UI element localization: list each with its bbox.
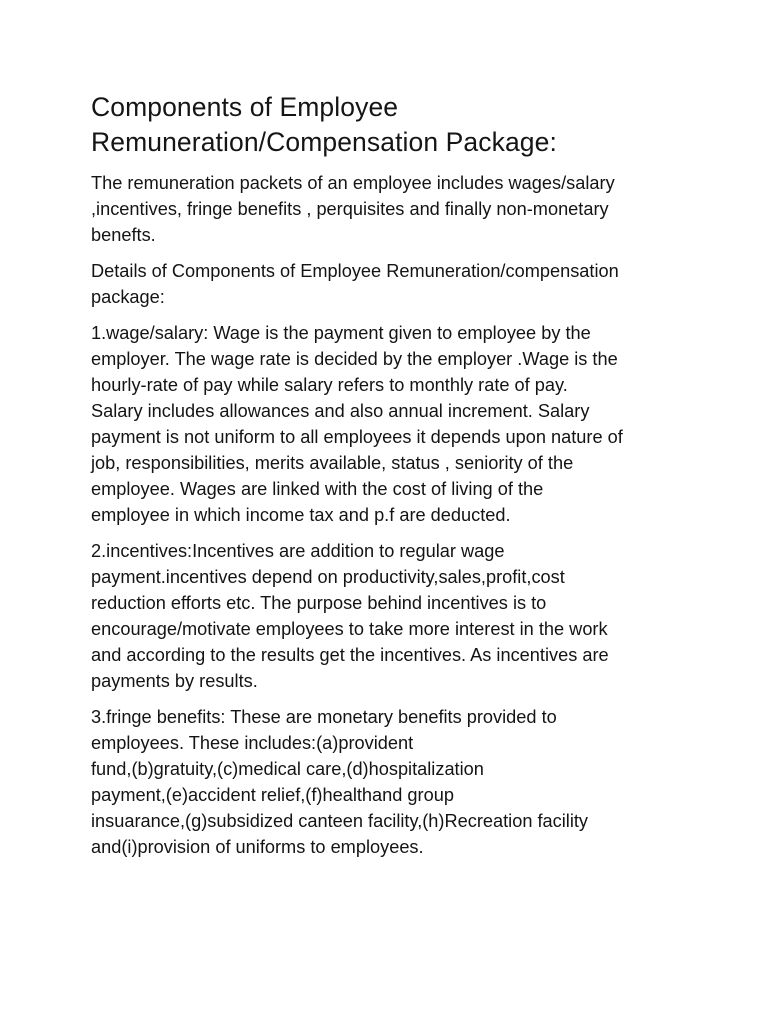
- text-line: and(i)provision of uniforms to employees.: [91, 837, 424, 857]
- text-line: encourage/motivate employees to take more interest in the work: [91, 619, 608, 639]
- incentives-paragraph: [91, 538, 691, 694]
- wage-salary-paragraph: [91, 320, 691, 528]
- text-line: employer. The wage rate is decided by the employer .Wage is the: [91, 349, 618, 369]
- text-line: package:: [91, 287, 165, 307]
- fringe-benefits-paragraph: [91, 704, 691, 860]
- text-line: payment.incentives depend on productivity,sales,profit,cost: [91, 567, 565, 587]
- text-line: and according to the results get the incentives. As incentives are: [91, 645, 609, 665]
- text-line: The remuneration packets of an employee includes wages/salary: [91, 173, 615, 193]
- text-line: employees. These includes:(a)provident: [91, 733, 414, 753]
- text-line: 2.incentives:Incentives are addition to regular wage: [91, 541, 505, 561]
- title-line: Remuneration/Compensation Package:: [91, 127, 557, 157]
- text-line: reduction efforts etc. The purpose behind incentives is to: [91, 593, 547, 613]
- title-line: Components of Employee: [91, 92, 399, 122]
- details-heading-paragraph: [91, 258, 691, 310]
- text-line: benefts.: [91, 225, 156, 245]
- intro-paragraph: [91, 170, 691, 248]
- text-line: Salary includes allowances and also annual increment. Salary: [91, 401, 590, 421]
- text-line: employee. Wages are linked with the cost of living of the: [91, 479, 544, 499]
- text-line: payments by results.: [91, 671, 258, 691]
- text-line: payment is not uniform to all employees it depends upon nature of: [91, 427, 623, 447]
- text-line: insuarance,(g)subsidized canteen facility,(h)Recreation facility: [91, 811, 589, 831]
- text-line: Details of Components of Employee Remuneration/compensation: [91, 261, 619, 281]
- text-line: 1.wage/salary: Wage is the payment given to employee by the: [91, 323, 591, 343]
- text-line: ,incentives, fringe benefits , perquisites and finally non-monetary: [91, 199, 609, 219]
- text-line: 3.fringe benefits: These are monetary benefits provided to: [91, 707, 557, 727]
- text-line: job, responsibilities, merits available, status , seniority of the: [91, 453, 574, 473]
- document-page: [91, 90, 691, 870]
- document-title: [91, 90, 691, 160]
- text-line: hourly-rate of pay while salary refers to monthly rate of pay.: [91, 375, 568, 395]
- text-line: employee in which income tax and p.f are deducted.: [91, 505, 511, 525]
- text-line: fund,(b)gratuity,(c)medical care,(d)hospitalization: [91, 759, 484, 779]
- text-line: payment,(e)accident relief,(f)healthand group: [91, 785, 454, 805]
